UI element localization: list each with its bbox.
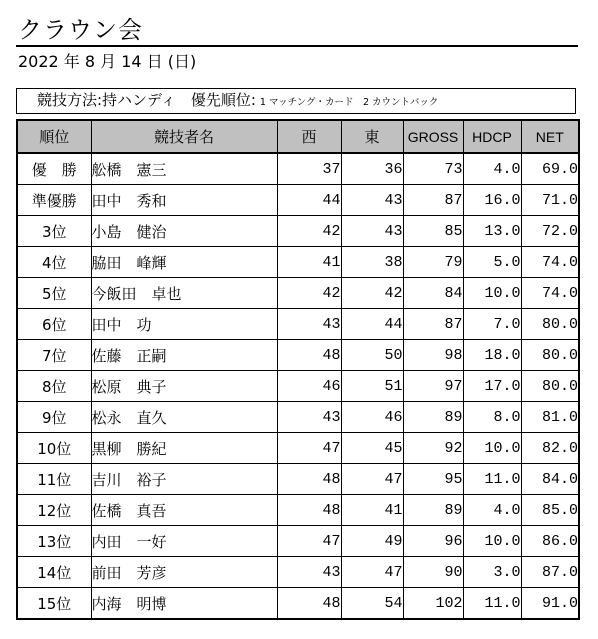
cell-rank: 13位 xyxy=(17,526,91,557)
cell-hdcp: 11.0 xyxy=(463,464,521,495)
cell-net: 85.0 xyxy=(521,495,579,526)
cell-gross: 84 xyxy=(403,278,463,309)
table-row xyxy=(17,402,579,433)
cell-net: 80.0 xyxy=(521,340,579,371)
cell-east: 50 xyxy=(341,340,403,371)
cell-west: 47 xyxy=(277,526,341,557)
results-table xyxy=(16,119,580,620)
cell-name: 松永 直久 xyxy=(91,402,277,433)
cell-net: 82.0 xyxy=(521,433,579,464)
cell-net: 69.0 xyxy=(521,153,579,185)
cell-gross: 89 xyxy=(403,495,463,526)
col-header-east: 東 xyxy=(341,120,403,153)
cell-hdcp: 11.0 xyxy=(463,588,521,620)
cell-west: 43 xyxy=(277,402,341,433)
col-header-net: NET xyxy=(521,120,579,153)
cell-rank: 5位 xyxy=(17,278,91,309)
cell-gross: 85 xyxy=(403,216,463,247)
cell-gross: 96 xyxy=(403,526,463,557)
competition-method-label: 競技方法:持ハンディ 優先順位: xyxy=(37,91,256,109)
cell-east: 47 xyxy=(341,464,403,495)
cell-gross: 87 xyxy=(403,309,463,340)
cell-gross: 95 xyxy=(403,464,463,495)
cell-west: 48 xyxy=(277,340,341,371)
cell-name: 田中 秀和 xyxy=(91,185,277,216)
cell-name: 松原 典子 xyxy=(91,371,277,402)
col-header-name: 競技者名 xyxy=(91,120,277,153)
cell-gross: 79 xyxy=(403,247,463,278)
cell-rank: 4位 xyxy=(17,247,91,278)
cell-net: 80.0 xyxy=(521,371,579,402)
cell-west: 46 xyxy=(277,371,341,402)
cell-east: 44 xyxy=(341,309,403,340)
cell-west: 48 xyxy=(277,588,341,620)
cell-hdcp: 18.0 xyxy=(463,340,521,371)
cell-rank: 6位 xyxy=(17,309,91,340)
cell-east: 36 xyxy=(341,153,403,185)
table-row xyxy=(17,153,579,185)
col-header-gross: GROSS xyxy=(403,120,463,153)
table-row xyxy=(17,371,579,402)
cell-rank: 10位 xyxy=(17,433,91,464)
cell-east: 42 xyxy=(341,278,403,309)
event-date: 2022 年 8 月 14 日 (日) xyxy=(18,52,197,71)
cell-west: 48 xyxy=(277,495,341,526)
cell-gross: 90 xyxy=(403,557,463,588)
table-row xyxy=(17,278,579,309)
cell-hdcp: 10.0 xyxy=(463,526,521,557)
cell-hdcp: 13.0 xyxy=(463,216,521,247)
cell-hdcp: 3.0 xyxy=(463,557,521,588)
table-row xyxy=(17,526,579,557)
table-row xyxy=(17,464,579,495)
cell-east: 45 xyxy=(341,433,403,464)
cell-net: 87.0 xyxy=(521,557,579,588)
cell-net: 84.0 xyxy=(521,464,579,495)
title-underline xyxy=(16,45,578,47)
cell-west: 43 xyxy=(277,309,341,340)
table-row xyxy=(17,216,579,247)
table-row xyxy=(17,309,579,340)
priority-order: 1 マッチング・カード 2 カウントバック xyxy=(259,97,439,108)
cell-hdcp: 10.0 xyxy=(463,433,521,464)
cell-east: 43 xyxy=(341,185,403,216)
cell-name: 吉川 裕子 xyxy=(91,464,277,495)
cell-rank: 14位 xyxy=(17,557,91,588)
cell-west: 37 xyxy=(277,153,341,185)
table-row xyxy=(17,247,579,278)
cell-gross: 98 xyxy=(403,340,463,371)
cell-rank: 9位 xyxy=(17,402,91,433)
cell-hdcp: 8.0 xyxy=(463,402,521,433)
table-row xyxy=(17,495,579,526)
cell-west: 42 xyxy=(277,216,341,247)
col-header-west: 西 xyxy=(277,120,341,153)
cell-gross: 97 xyxy=(403,371,463,402)
header-row xyxy=(17,120,579,153)
table-row xyxy=(17,340,579,371)
cell-name: 小島 健治 xyxy=(91,216,277,247)
cell-hdcp: 17.0 xyxy=(463,371,521,402)
cell-east: 43 xyxy=(341,216,403,247)
cell-name: 内田 一好 xyxy=(91,526,277,557)
cell-gross: 92 xyxy=(403,433,463,464)
cell-gross: 87 xyxy=(403,185,463,216)
col-header-hdcp: HDCP xyxy=(463,120,521,153)
cell-rank: 準優勝 xyxy=(17,185,91,216)
cell-rank: 15位 xyxy=(17,588,91,620)
cell-net: 71.0 xyxy=(521,185,579,216)
cell-hdcp: 4.0 xyxy=(463,153,521,185)
cell-name: 佐橋 真吾 xyxy=(91,495,277,526)
results-body xyxy=(17,153,579,619)
cell-rank: 優 勝 xyxy=(17,153,91,185)
cell-net: 72.0 xyxy=(521,216,579,247)
cell-net: 74.0 xyxy=(521,247,579,278)
cell-east: 49 xyxy=(341,526,403,557)
cell-east: 41 xyxy=(341,495,403,526)
cell-gross: 73 xyxy=(403,153,463,185)
cell-west: 41 xyxy=(277,247,341,278)
col-header-rank: 順位 xyxy=(17,120,91,153)
cell-east: 54 xyxy=(341,588,403,620)
cell-name: 黒柳 勝紀 xyxy=(91,433,277,464)
cell-rank: 3位 xyxy=(17,216,91,247)
cell-net: 81.0 xyxy=(521,402,579,433)
cell-east: 51 xyxy=(341,371,403,402)
cell-gross: 89 xyxy=(403,402,463,433)
cell-name: 田中 功 xyxy=(91,309,277,340)
cell-hdcp: 10.0 xyxy=(463,278,521,309)
cell-east: 46 xyxy=(341,402,403,433)
cell-name: 前田 芳彦 xyxy=(91,557,277,588)
cell-name: 今飯田 卓也 xyxy=(91,278,277,309)
cell-west: 43 xyxy=(277,557,341,588)
cell-hdcp: 5.0 xyxy=(463,247,521,278)
cell-name: 舩橋 憲三 xyxy=(91,153,277,185)
cell-rank: 12位 xyxy=(17,495,91,526)
cell-name: 佐藤 正嗣 xyxy=(91,340,277,371)
cell-east: 47 xyxy=(341,557,403,588)
table-row xyxy=(17,557,579,588)
cell-hdcp: 16.0 xyxy=(463,185,521,216)
cell-name: 内海 明博 xyxy=(91,588,277,620)
cell-west: 48 xyxy=(277,464,341,495)
cell-hdcp: 4.0 xyxy=(463,495,521,526)
cell-east: 38 xyxy=(341,247,403,278)
cell-gross: 102 xyxy=(403,588,463,620)
document-title: クラウン会 xyxy=(18,16,143,44)
cell-net: 74.0 xyxy=(521,278,579,309)
cell-name: 脇田 峰輝 xyxy=(91,247,277,278)
table-row xyxy=(17,433,579,464)
cell-hdcp: 7.0 xyxy=(463,309,521,340)
cell-west: 44 xyxy=(277,185,341,216)
cell-rank: 8位 xyxy=(17,371,91,402)
cell-net: 91.0 xyxy=(521,588,579,620)
table-row xyxy=(17,185,579,216)
cell-west: 47 xyxy=(277,433,341,464)
cell-net: 86.0 xyxy=(521,526,579,557)
competition-method-box xyxy=(16,88,576,114)
table-row xyxy=(17,588,579,620)
cell-rank: 11位 xyxy=(17,464,91,495)
cell-west: 42 xyxy=(277,278,341,309)
cell-rank: 7位 xyxy=(17,340,91,371)
cell-net: 80.0 xyxy=(521,309,579,340)
